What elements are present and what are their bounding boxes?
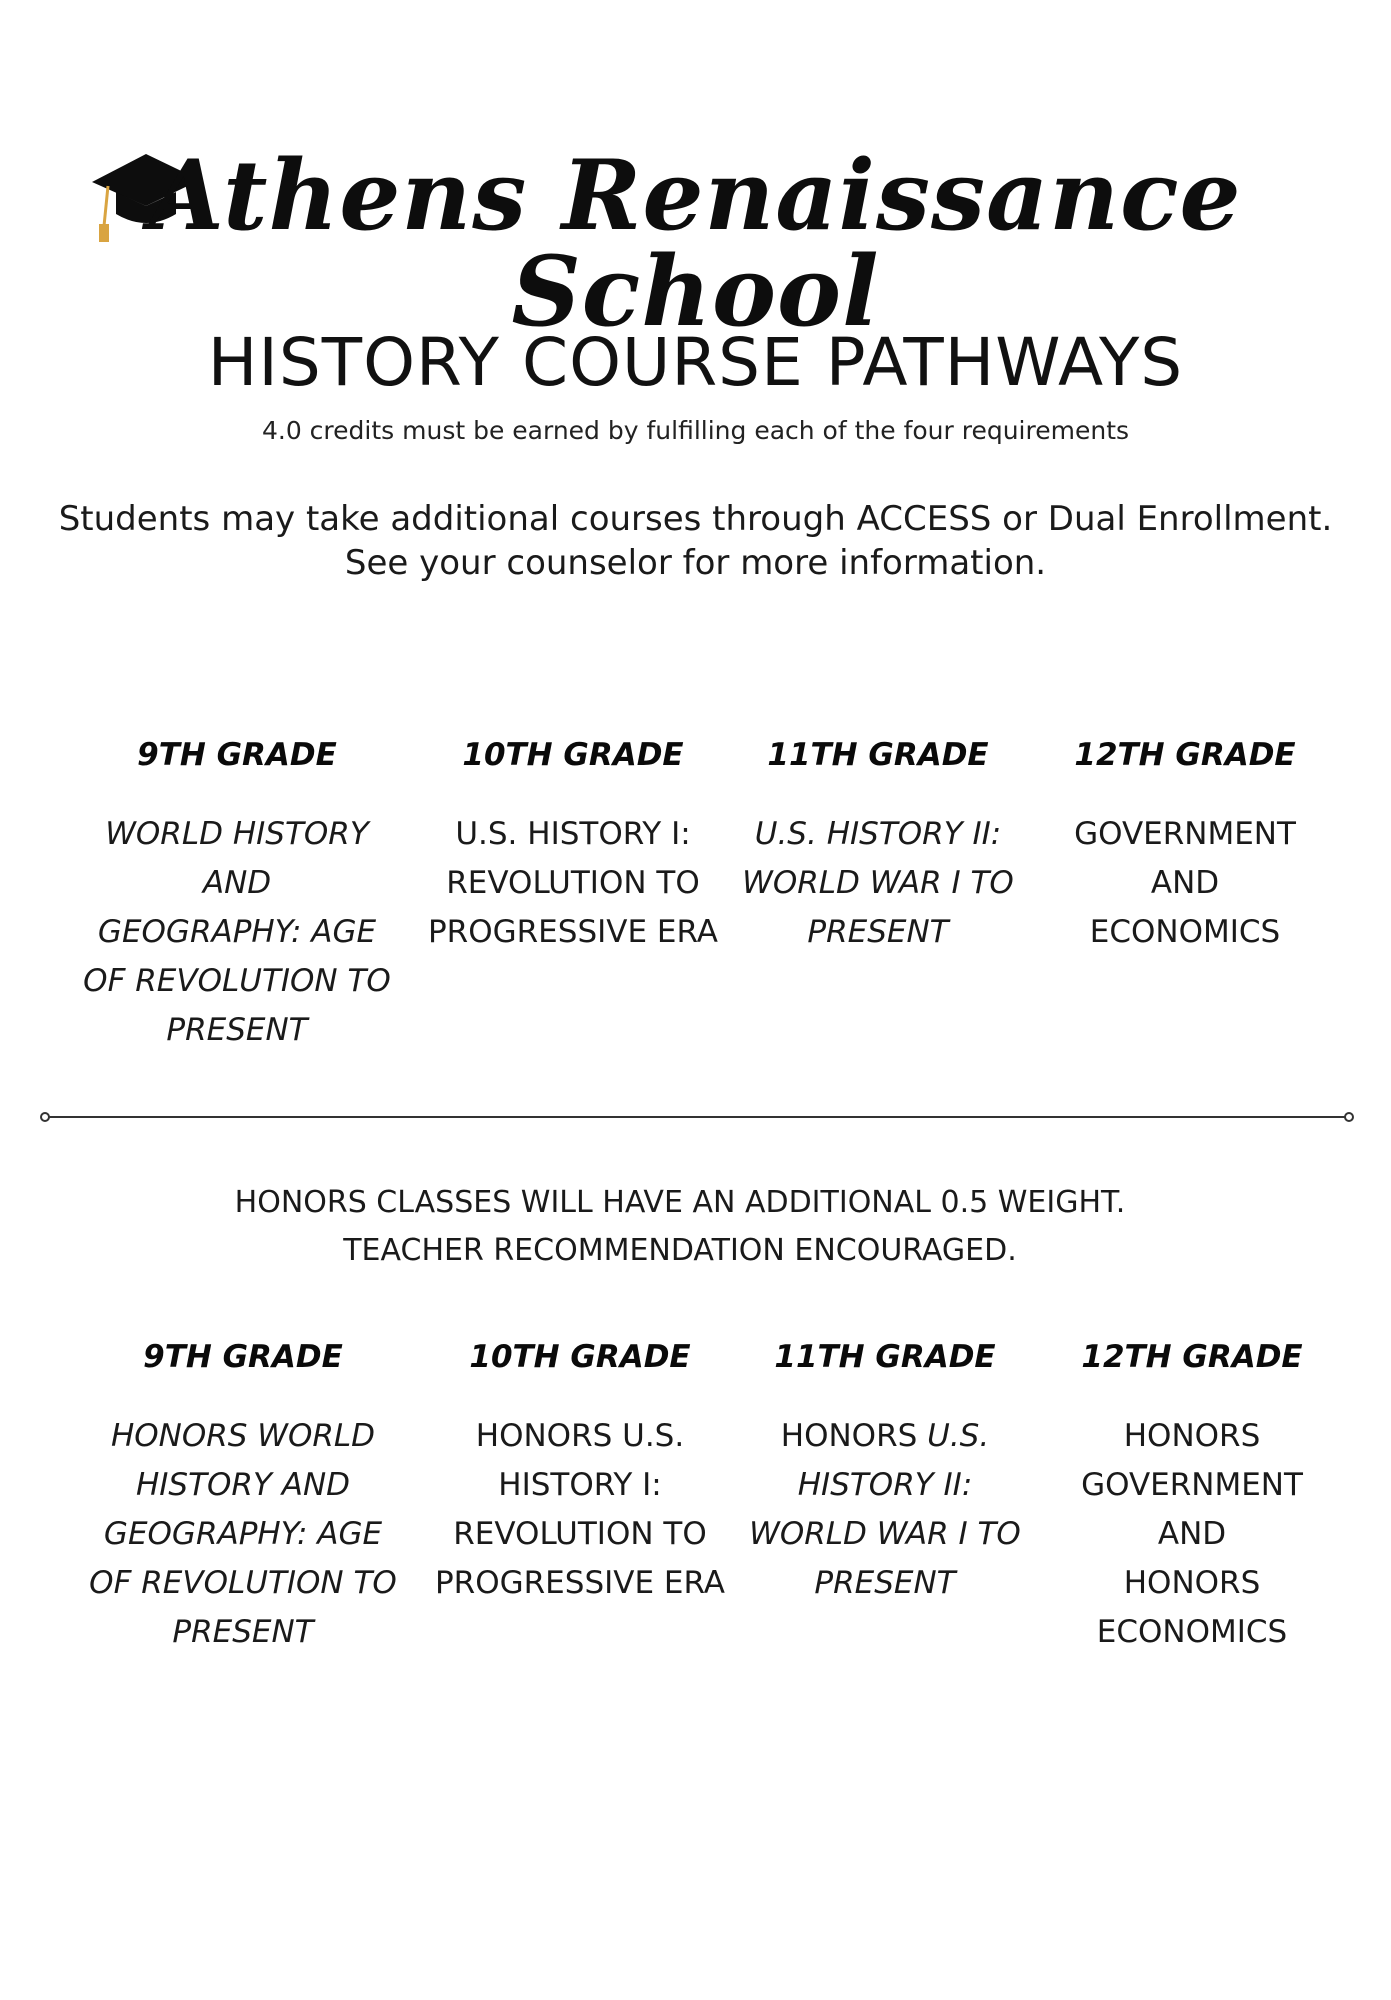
honors-pathway	[0, 1339, 1391, 1650]
honors-grade-11	[730, 1339, 1040, 1608]
course-name: U.S. HISTORY II: WORLD WAR I TO PRESENT	[742, 816, 1014, 950]
school-name: Athens Renaissance School	[149, 139, 1242, 348]
course-name: GOVERNMENT AND ECONOMICS	[1074, 816, 1296, 950]
grade-heading: 9TH GRADE	[137, 737, 337, 773]
honors-grade-12	[1037, 1339, 1347, 1657]
grade-heading: 11TH GRADE	[767, 737, 989, 773]
course-name: HONORS WORLD HISTORY AND GEOGRAPHY: AGE OF REVOLUTION TO PRESENT	[89, 1418, 397, 1650]
grade-heading: 10TH GRADE	[462, 737, 684, 773]
intro-line-1: Students may take additional courses through ACCESS or Dual Enrollment.	[58, 499, 1333, 539]
course-name: HONORS GOVERNMENT AND HONORS ECONOMICS	[1081, 1418, 1303, 1650]
course-name: U.S. HISTORY I: REVOLUTION TO PROGRESSIVE ERA	[427, 816, 718, 950]
grade-heading: 9TH GRADE	[143, 1339, 343, 1375]
standard-pathway	[0, 737, 1391, 1048]
grade-heading: 10TH GRADE	[469, 1339, 691, 1375]
page-title: HISTORY COURSE PATHWAYS	[207, 324, 1184, 401]
section-divider	[46, 1116, 1350, 1118]
standard-grade-10	[418, 737, 728, 957]
divider-end-dot	[1344, 1112, 1354, 1122]
divider-end-dot	[40, 1112, 50, 1122]
grade-heading: 12TH GRADE	[1074, 737, 1296, 773]
course-name: HONORS U.S. HISTORY I: REVOLUTION TO PROGRESSIVE ERA	[434, 1418, 725, 1601]
honors-grade-10	[425, 1339, 735, 1608]
standard-grade-11	[723, 737, 1033, 957]
standard-grade-9	[82, 737, 392, 1055]
course-name: HONORS U.S. HISTORY II: WORLD WAR I TO PRESENT	[749, 1418, 1021, 1601]
page-subtitle: 4.0 credits must be earned by fulfilling each of the four requirements	[261, 416, 1130, 445]
honors-note-line-1: HONORS CLASSES WILL HAVE AN ADDITIONAL 0.5 WEIGHT.	[234, 1185, 1126, 1220]
honors-grade-9	[88, 1339, 398, 1657]
course-name: WORLD HISTORY AND GEOGRAPHY: AGE OF REVOLUTION TO PRESENT	[83, 816, 391, 1048]
grade-heading: 12TH GRADE	[1081, 1339, 1303, 1375]
standard-grade-12	[1030, 737, 1340, 957]
grade-heading: 11TH GRADE	[774, 1339, 996, 1375]
honors-note-line-2: TEACHER RECOMMENDATION ENCOURAGED.	[343, 1233, 1017, 1268]
intro-line-2: See your counselor for more information.	[344, 543, 1047, 583]
